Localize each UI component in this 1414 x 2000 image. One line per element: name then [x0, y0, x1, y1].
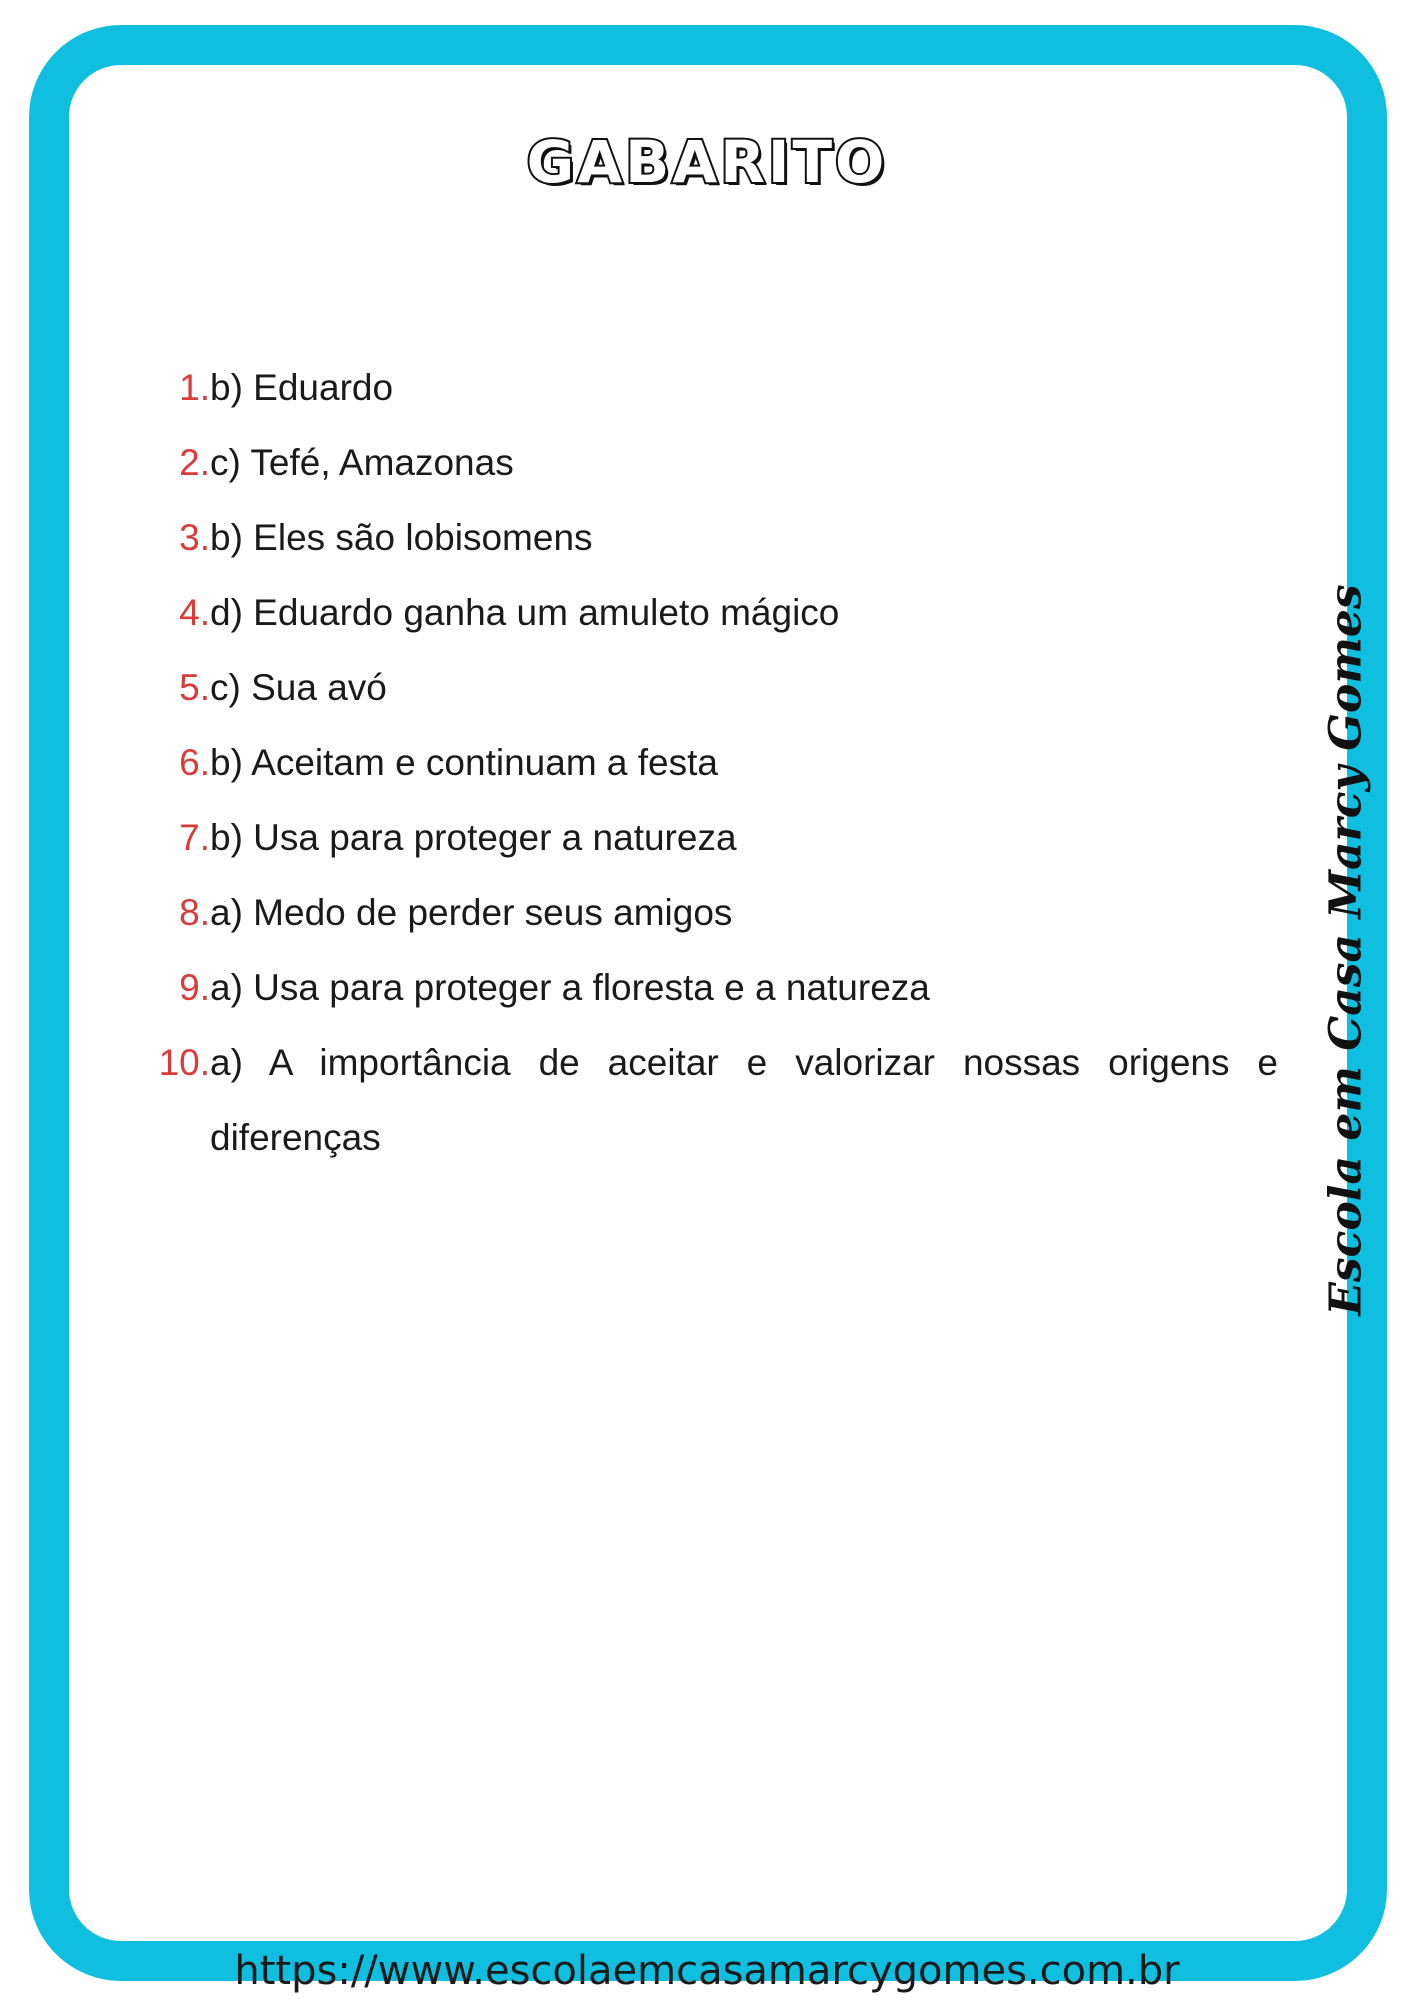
- list-item: [150, 350, 1278, 425]
- list-item: [150, 650, 1278, 725]
- answer-list: [150, 350, 1278, 1175]
- answer-number: 4.: [179, 592, 210, 633]
- answer-number: 8.: [179, 892, 210, 933]
- answer-text: b) Aceitam e continuam a festa: [210, 742, 718, 783]
- list-item: [150, 425, 1278, 500]
- answer-number: 5.: [179, 667, 210, 708]
- school-name-vertical: Escola em Casa Marcy Gomes: [1320, 584, 1372, 1316]
- answer-text: a) Usa para proteger a floresta e a natureza: [210, 967, 930, 1008]
- answer-number: 9.: [179, 967, 210, 1008]
- footer-url-link[interactable]: https://www.escolaemcasamarcygomes.com.br: [234, 1948, 1180, 1994]
- page-title: GABARITO: [526, 128, 888, 196]
- list-item: [150, 875, 1278, 950]
- answer-text: a) A importância de aceitar e valorizar nossas origens e diferenças: [210, 1042, 1278, 1158]
- answer-number: 10.: [158, 1042, 210, 1083]
- answer-number: 6.: [179, 742, 210, 783]
- list-item: [150, 725, 1278, 800]
- answer-text: a) Medo de perder seus amigos: [210, 892, 733, 933]
- answer-number: 3.: [179, 517, 210, 558]
- answer-number: 1.: [179, 367, 210, 408]
- answer-text: b) Eduardo: [210, 367, 394, 408]
- list-item: [150, 1025, 1278, 1175]
- list-item: [150, 950, 1278, 1025]
- list-item: [150, 500, 1278, 575]
- answer-text: c) Tefé, Amazonas: [210, 442, 514, 483]
- answer-text: b) Eles são lobisomens: [210, 517, 593, 558]
- answer-text: c) Sua avó: [210, 667, 387, 708]
- list-item: [150, 575, 1278, 650]
- answer-number: 2.: [179, 442, 210, 483]
- answer-text: d) Eduardo ganha um amuleto mágico: [210, 592, 840, 633]
- answer-text: b) Usa para proteger a natureza: [210, 817, 737, 858]
- answer-number: 7.: [179, 817, 210, 858]
- list-item: [150, 800, 1278, 875]
